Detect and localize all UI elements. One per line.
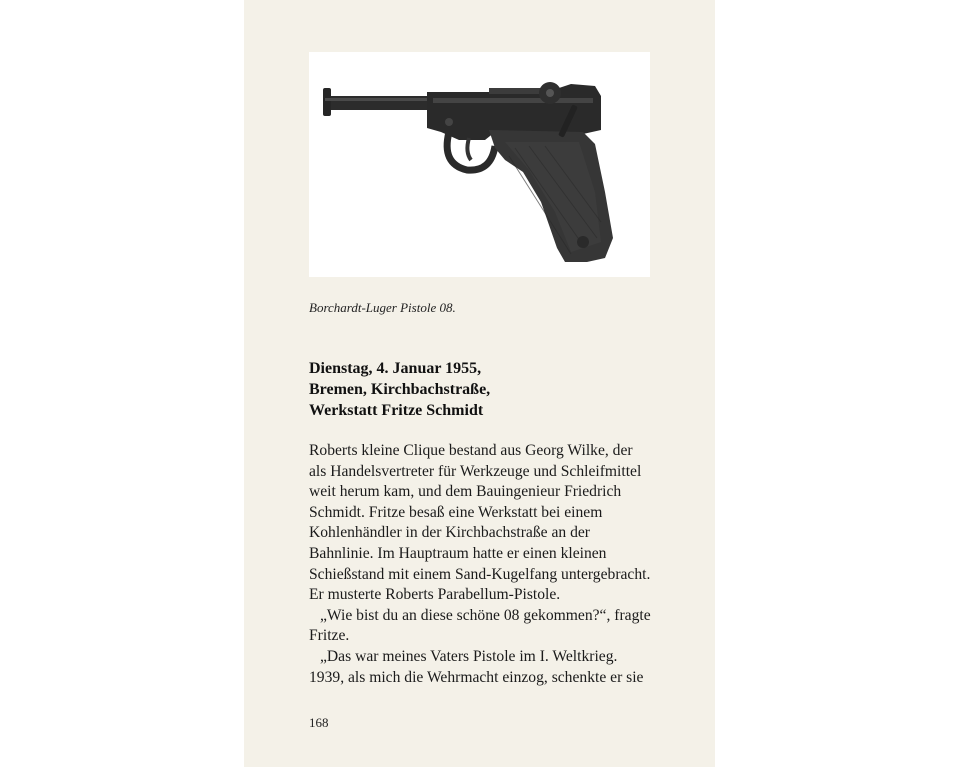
body-line: Schmidt. Fritze besaß eine Werkstatt bei einem xyxy=(309,503,603,521)
body-line: Kohlenhändler in der Kirchbachstraße an der xyxy=(309,524,590,542)
body-line-dialogue: „Wie bist du an diese schöne 08 gekommen?“, fragte xyxy=(320,606,651,624)
body-line: weit herum kam, und dem Bauingenieur Friedrich xyxy=(309,483,622,501)
heading-line-workshop: Werkstatt Fritze Schmidt xyxy=(309,402,484,419)
body-line: Bahnlinie. Im Hauptraum hatte er einen kleinen xyxy=(309,544,607,562)
body-text xyxy=(309,441,669,688)
body-line: 1939, als mich die Wehrmacht einzog, schenkte er sie xyxy=(309,668,644,686)
body-line: Er musterte Roberts Parabellum-Pistole. xyxy=(309,586,561,604)
body-line: Roberts kleine Clique bestand aus Georg Wilke, der xyxy=(309,442,633,459)
body-line: als Handelsvertreter für Werkzeuge und Schleifmittel xyxy=(309,462,642,480)
book-page xyxy=(244,0,715,767)
heading-line-place: Bremen, Kirchbachstraße, xyxy=(309,381,491,398)
heading-line-date: Dienstag, 4. Januar 1955, xyxy=(309,360,482,377)
figure-caption: Borchardt-Luger Pistole 08. xyxy=(309,300,456,315)
pistol-figure xyxy=(309,52,650,277)
body-line: Fritze. xyxy=(309,627,350,645)
body-line-dialogue: „Das war meines Vaters Pistole im I. Weltkrieg. xyxy=(320,647,618,665)
body-line: Schießstand mit einem Sand-Kugelfang untergebracht. xyxy=(309,565,651,583)
pistol-photo-icon xyxy=(309,52,650,277)
page-number: 168 xyxy=(309,715,329,730)
section-heading xyxy=(309,358,490,421)
